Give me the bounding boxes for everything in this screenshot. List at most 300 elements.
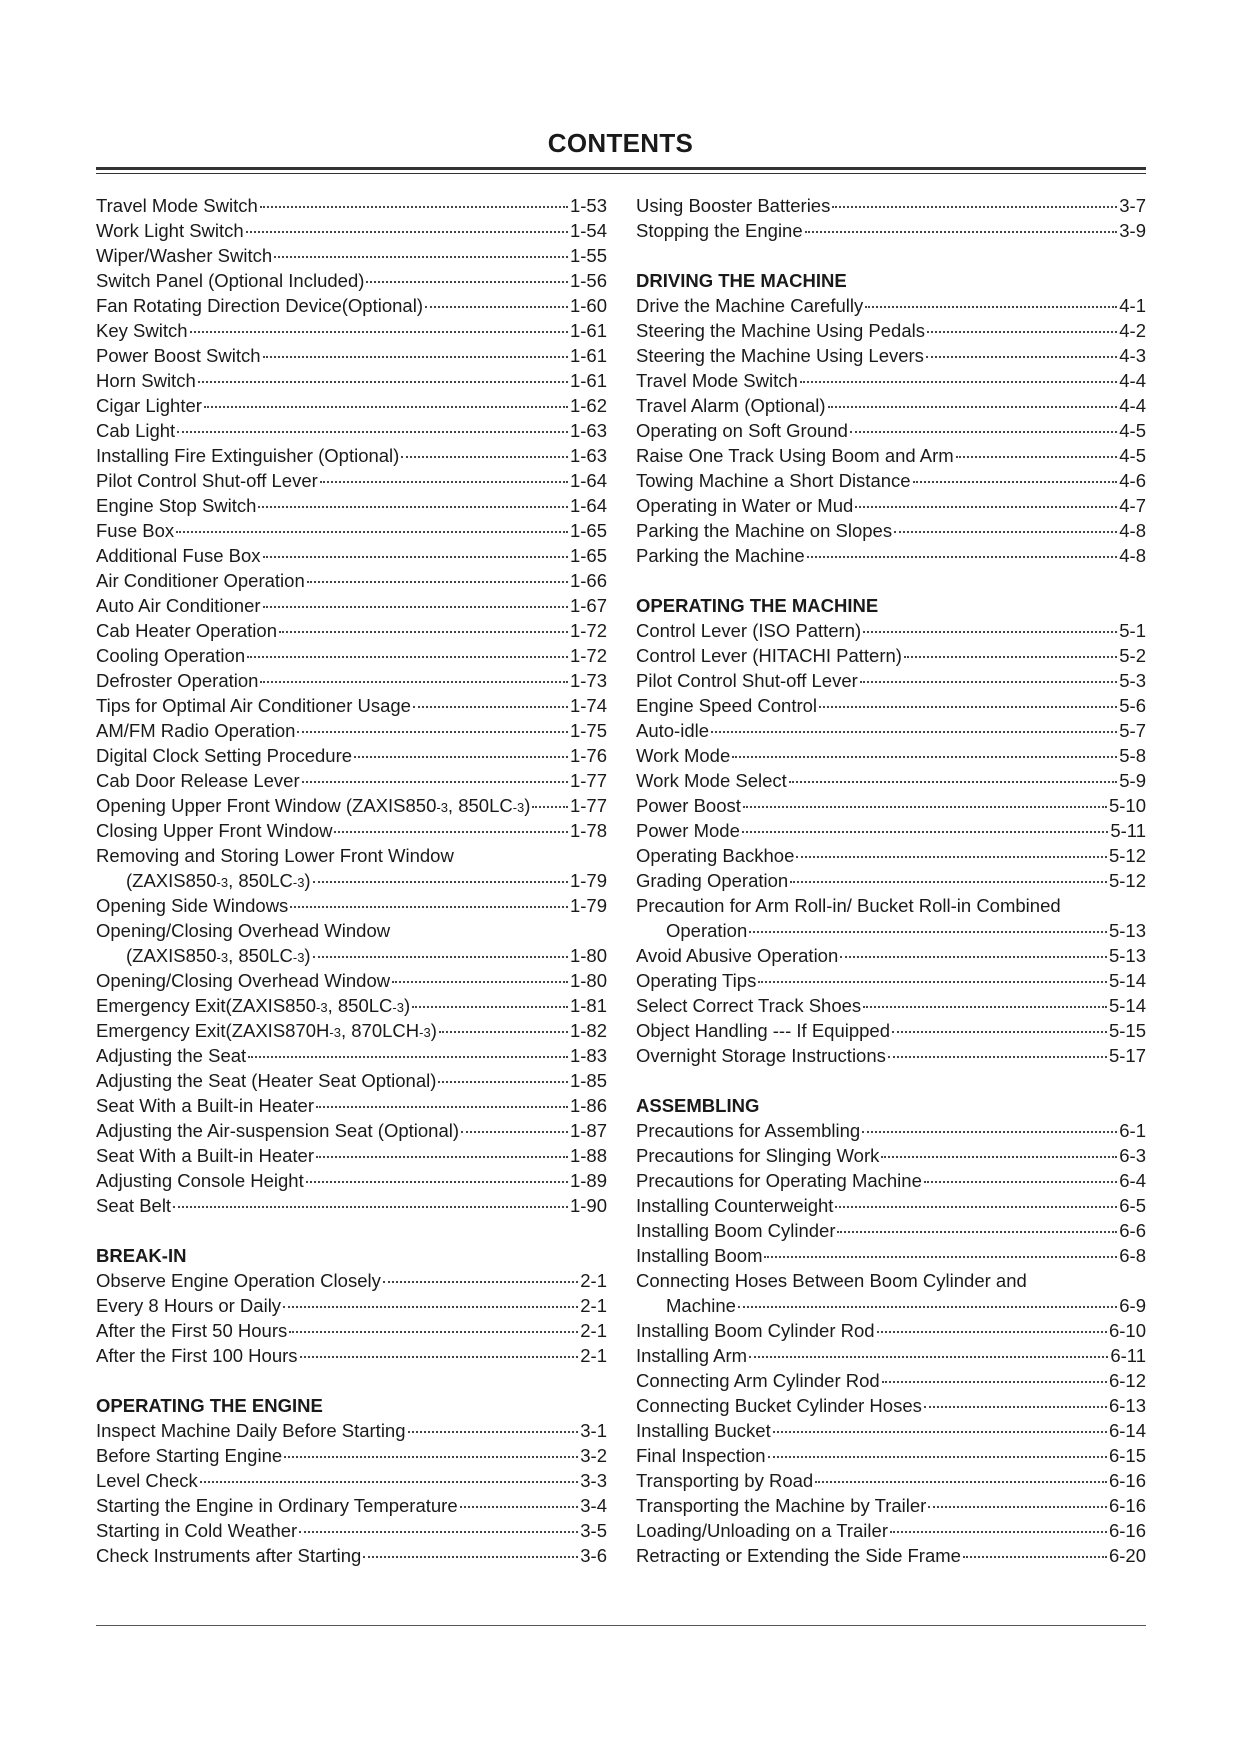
toc-entry[interactable] xyxy=(636,818,1146,843)
dot-leader xyxy=(173,1206,568,1208)
dot-leader xyxy=(956,456,1118,458)
dot-leader xyxy=(412,1006,568,1008)
toc-entry-label: Digital Clock Setting Procedure xyxy=(96,745,353,766)
toc-page-number: 6-9 xyxy=(1119,1295,1146,1316)
toc-entry-label: Precautions for Slinging Work xyxy=(636,1145,880,1166)
toc-page-number: 4-3 xyxy=(1119,345,1146,366)
toc-entry-label: Opening Upper Front Window (ZAXIS850-3, 850LC-3) xyxy=(96,795,531,816)
toc-entry[interactable] xyxy=(96,968,607,993)
toc-entry-label: Installing Arm xyxy=(636,1345,748,1366)
toc-entry[interactable] xyxy=(636,1543,1146,1568)
toc-entry-label: Installing Boom Cylinder xyxy=(636,1220,836,1241)
toc-entry[interactable] xyxy=(636,943,1146,968)
dot-leader xyxy=(863,1006,1107,1008)
toc-entry-label: Operating in Water or Mud xyxy=(636,495,854,516)
toc-entry-label: Starting the Engine in Ordinary Temperature xyxy=(96,1495,458,1516)
toc-entry-label: Travel Alarm (Optional) xyxy=(636,395,826,416)
dot-leader xyxy=(198,381,568,383)
dot-leader xyxy=(263,556,568,558)
toc-page-number: 1-89 xyxy=(569,1170,607,1191)
toc-entry-label: Steering the Machine Using Pedals xyxy=(636,320,925,341)
toc-page-number: 5-7 xyxy=(1119,720,1146,741)
toc-entry-label: Wiper/Washer Switch xyxy=(96,245,273,266)
toc-page-number: 4-8 xyxy=(1119,545,1146,566)
section-heading-operating-the-engine: OPERATING THE ENGINE xyxy=(96,1395,323,1416)
toc-entry[interactable] xyxy=(96,518,607,543)
section-heading-operating-the-machine: OPERATING THE MACHINE xyxy=(636,595,879,616)
toc-entry[interactable] xyxy=(636,968,1146,993)
toc-page-number: 3-2 xyxy=(580,1445,607,1466)
toc-entry[interactable] xyxy=(636,1143,1146,1168)
toc-entry-label: Observe Engine Operation Closely xyxy=(96,1270,381,1291)
dot-leader xyxy=(807,556,1118,558)
dot-leader xyxy=(881,1156,1117,1158)
toc-entry[interactable] xyxy=(96,693,607,718)
toc-page-number: 1-76 xyxy=(569,745,607,766)
dot-leader xyxy=(800,381,1117,383)
toc-page-number: 1-83 xyxy=(569,1045,607,1066)
toc-entry[interactable] xyxy=(636,1418,1146,1443)
toc-entry-label: Opening/Closing Overhead Window xyxy=(96,920,391,941)
toc-entry[interactable] xyxy=(96,368,607,393)
dot-leader xyxy=(926,356,1117,358)
dot-leader xyxy=(438,1081,568,1083)
toc-entry-label: Power Boost Switch xyxy=(96,345,261,366)
toc-entry[interactable] xyxy=(96,793,607,818)
dot-leader xyxy=(924,1406,1107,1408)
toc-entry-label: Connecting Bucket Cylinder Hoses xyxy=(636,1395,922,1416)
toc-page-number: 6-16 xyxy=(1108,1520,1146,1541)
toc-entry[interactable] xyxy=(636,1493,1146,1518)
toc-entry[interactable] xyxy=(636,718,1146,743)
toc-entry-label: Seat With a Built-in Heater xyxy=(96,1095,314,1116)
toc-entry-label: Raise One Track Using Boom and Arm xyxy=(636,445,954,466)
toc-entry[interactable] xyxy=(636,1443,1146,1468)
toc-page-number: 1-72 xyxy=(569,645,607,666)
toc-page-number: 5-12 xyxy=(1108,845,1146,866)
title-rule-thick xyxy=(96,167,1146,170)
toc-entry[interactable] xyxy=(636,1193,1146,1218)
toc-entry[interactable] xyxy=(96,1093,607,1118)
toc-entry[interactable] xyxy=(96,293,607,318)
dot-leader xyxy=(890,1531,1107,1533)
toc-entry[interactable] xyxy=(636,668,1146,693)
toc-page-number: 6-12 xyxy=(1108,1370,1146,1391)
toc-entry-label: Stopping the Engine xyxy=(636,220,803,241)
toc-page-number: 4-7 xyxy=(1119,495,1146,516)
toc-entry[interactable] xyxy=(636,843,1146,868)
dot-leader xyxy=(711,731,1117,733)
toc-entry[interactable] xyxy=(636,518,1146,543)
toc-entry-label: Object Handling --- If Equipped xyxy=(636,1020,890,1041)
toc-entry[interactable] xyxy=(636,1118,1146,1143)
toc-page-number: 1-87 xyxy=(569,1120,607,1141)
toc-page-number: 1-61 xyxy=(569,370,607,391)
dot-leader xyxy=(284,1456,578,1458)
toc-page-number: 2-1 xyxy=(580,1270,607,1291)
toc-page-number: 1-80 xyxy=(569,945,607,966)
toc-entry[interactable] xyxy=(96,1168,607,1193)
toc-entry[interactable] xyxy=(96,1418,607,1443)
dot-leader xyxy=(904,656,1117,658)
toc-page-number: 1-74 xyxy=(569,695,607,716)
toc-page-number: 1-77 xyxy=(569,795,607,816)
toc-page-number: 3-1 xyxy=(580,1420,607,1441)
toc-entry[interactable] xyxy=(96,593,607,618)
dot-leader xyxy=(805,231,1118,233)
toc-entry-label: Adjusting the Air-suspension Seat (Optional) xyxy=(96,1120,460,1141)
dot-leader xyxy=(773,1431,1107,1433)
dot-leader xyxy=(732,756,1117,758)
toc-page-number: 5-9 xyxy=(1119,770,1146,791)
toc-entry[interactable] xyxy=(636,693,1146,718)
toc-page-number: 4-6 xyxy=(1119,470,1146,491)
dot-leader xyxy=(835,1206,1117,1208)
toc-entry-label: Inspect Machine Daily Before Starting xyxy=(96,1420,406,1441)
toc-entry[interactable] xyxy=(96,1518,607,1543)
toc-entry-label: Check Instruments after Starting xyxy=(96,1545,362,1566)
dot-leader xyxy=(300,1356,579,1358)
toc-entry[interactable] xyxy=(96,443,607,468)
toc-entry[interactable] xyxy=(96,418,607,443)
dot-leader xyxy=(863,631,1117,633)
toc-entry[interactable] xyxy=(636,1343,1146,1368)
dot-leader xyxy=(401,456,568,458)
toc-page-number: 5-13 xyxy=(1108,920,1146,941)
toc-entry[interactable] xyxy=(96,818,607,843)
dot-leader xyxy=(768,1456,1107,1458)
toc-entry[interactable] xyxy=(96,218,607,243)
toc-page-number: 2-1 xyxy=(580,1295,607,1316)
toc-entry-label: Precaution for Arm Roll-in/ Bucket Roll-in Combined xyxy=(636,895,1061,916)
toc-page-number: 3-6 xyxy=(580,1545,607,1566)
toc-entry-label: Key Switch xyxy=(96,320,188,341)
toc-page-number: 5-17 xyxy=(1108,1045,1146,1066)
toc-entry-label: Transporting by Road xyxy=(636,1470,814,1491)
dot-leader xyxy=(882,1381,1107,1383)
toc-entry-label: Engine Stop Switch xyxy=(96,495,257,516)
toc-entry-label: AM/FM Radio Operation xyxy=(96,720,296,741)
toc-entry-label: Travel Mode Switch xyxy=(96,195,258,216)
dot-leader xyxy=(815,1481,1107,1483)
toc-entry[interactable] xyxy=(96,668,607,693)
toc-page-number: 4-2 xyxy=(1119,320,1146,341)
dot-leader xyxy=(894,531,1117,533)
toc-entry[interactable] xyxy=(636,368,1146,393)
toc-entry[interactable] xyxy=(96,243,607,268)
toc-entry[interactable] xyxy=(96,618,607,643)
toc-entry[interactable] xyxy=(636,193,1146,218)
toc-page-number: 3-9 xyxy=(1119,220,1146,241)
toc-entry-label: Installing Counterweight xyxy=(636,1195,834,1216)
dot-leader xyxy=(408,1431,579,1433)
toc-entry[interactable] xyxy=(636,618,1146,643)
toc-entry[interactable] xyxy=(636,493,1146,518)
toc-page-number: 1-77 xyxy=(569,770,607,791)
toc-entry[interactable] xyxy=(96,1118,607,1143)
toc-entry[interactable] xyxy=(96,568,607,593)
toc-entry[interactable] xyxy=(636,443,1146,468)
toc-entry-label: Overnight Storage Instructions xyxy=(636,1045,886,1066)
toc-entry[interactable] xyxy=(96,1143,607,1168)
dot-leader xyxy=(928,1506,1107,1508)
toc-entry[interactable] xyxy=(636,318,1146,343)
toc-entry[interactable] xyxy=(636,1043,1146,1068)
dot-leader xyxy=(742,831,1108,833)
toc-entry[interactable] xyxy=(636,1318,1146,1343)
toc-entry[interactable] xyxy=(636,1018,1146,1043)
toc-entry[interactable] xyxy=(96,343,607,368)
dot-leader xyxy=(743,806,1107,808)
title-rule-thin xyxy=(96,173,1146,174)
toc-entry[interactable] xyxy=(636,1243,1146,1268)
toc-entry[interactable] xyxy=(636,1293,1146,1318)
toc-entry-label: Opening/Closing Overhead Window xyxy=(96,970,391,991)
toc-entry[interactable] xyxy=(636,993,1146,1018)
toc-page-number: 1-63 xyxy=(569,445,607,466)
toc-entry[interactable] xyxy=(96,393,607,418)
dot-leader xyxy=(246,231,568,233)
toc-page-number: 5-8 xyxy=(1119,745,1146,766)
toc-entry[interactable] xyxy=(96,193,607,218)
toc-page-number: 1-61 xyxy=(569,320,607,341)
toc-entry-label: Seat With a Built-in Heater xyxy=(96,1145,314,1166)
dot-leader xyxy=(913,481,1118,483)
toc-entry[interactable] xyxy=(636,393,1146,418)
toc-entry-label: Parking the Machine xyxy=(636,545,805,566)
dot-leader xyxy=(892,1031,1107,1033)
toc-entry[interactable] xyxy=(636,1168,1146,1193)
toc-entry-label: Tips for Optimal Air Conditioner Usage xyxy=(96,695,411,716)
toc-entry[interactable] xyxy=(96,1043,607,1068)
toc-page-number: 5-14 xyxy=(1108,995,1146,1016)
dot-leader xyxy=(796,856,1107,858)
dot-leader xyxy=(532,806,568,808)
toc-entry[interactable] xyxy=(96,493,607,518)
dot-leader xyxy=(247,656,568,658)
toc-entry-label: Towing Machine a Short Distance xyxy=(636,470,911,491)
toc-entry-label: Using Booster Batteries xyxy=(636,195,831,216)
toc-entry-label: Every 8 Hours or Daily xyxy=(96,1295,282,1316)
toc-entry[interactable] xyxy=(636,218,1146,243)
toc-entry[interactable] xyxy=(96,718,607,743)
toc-entry[interactable] xyxy=(96,1293,607,1318)
toc-entry[interactable] xyxy=(636,1368,1146,1393)
toc-page-number: 6-20 xyxy=(1108,1545,1146,1566)
toc-entry[interactable] xyxy=(636,343,1146,368)
toc-page-number: 1-85 xyxy=(569,1070,607,1091)
toc-entry[interactable] xyxy=(96,1343,607,1368)
toc-entry-label: Select Correct Track Shoes xyxy=(636,995,862,1016)
dot-leader xyxy=(789,781,1117,783)
toc-entry-label: Cab Light xyxy=(96,420,176,441)
toc-entry-label: Work Light Switch xyxy=(96,220,244,241)
toc-page-number: 6-11 xyxy=(1110,1345,1146,1366)
toc-page-number: 1-53 xyxy=(569,195,607,216)
toc-page-number: 6-13 xyxy=(1108,1395,1146,1416)
dot-leader xyxy=(274,256,568,258)
toc-entry[interactable] xyxy=(96,468,607,493)
dot-leader xyxy=(190,331,568,333)
toc-entry[interactable] xyxy=(636,468,1146,493)
dot-leader xyxy=(320,481,568,483)
toc-entry-label: Installing Fire Extinguisher (Optional) xyxy=(96,445,400,466)
toc-entry[interactable] xyxy=(636,1518,1146,1543)
dot-leader xyxy=(283,1306,578,1308)
toc-entry-label: Emergency Exit(ZAXIS850-3, 850LC-3) xyxy=(96,995,411,1016)
toc-entry-label: Installing Boom xyxy=(636,1245,763,1266)
dot-leader xyxy=(299,1531,578,1533)
toc-entry-label: Parking the Machine on Slopes xyxy=(636,520,893,541)
toc-entry-label: Starting in Cold Weather xyxy=(96,1520,298,1541)
dot-leader xyxy=(749,931,1107,933)
toc-entry-label: Power Boost xyxy=(636,795,741,816)
toc-entry-label: Closing Upper Front Window xyxy=(96,820,333,841)
toc-entry[interactable] xyxy=(96,893,607,918)
toc-page-number: 1-54 xyxy=(569,220,607,241)
toc-entry[interactable] xyxy=(636,768,1146,793)
toc-entry-label: Cigar Lighter xyxy=(96,395,202,416)
dot-leader xyxy=(302,781,568,783)
toc-entry[interactable] xyxy=(96,1193,607,1218)
toc-page-number: 1-56 xyxy=(569,270,607,291)
toc-entry-label: Pilot Control Shut-off Lever xyxy=(96,470,318,491)
toc-entry-label: Operation xyxy=(666,920,748,941)
toc-entry[interactable] xyxy=(96,768,607,793)
toc-page-number: 4-5 xyxy=(1119,420,1146,441)
dot-leader xyxy=(758,981,1107,983)
toc-entry[interactable] xyxy=(636,543,1146,568)
toc-entry[interactable] xyxy=(636,1218,1146,1243)
toc-entry[interactable] xyxy=(96,1068,607,1093)
dot-leader xyxy=(392,981,568,983)
toc-page-number: 1-75 xyxy=(569,720,607,741)
toc-entry-label: Adjusting the Seat (Heater Seat Optional) xyxy=(96,1070,437,1091)
toc-page-number: 6-3 xyxy=(1119,1145,1146,1166)
toc-entry-label: After the First 50 Hours xyxy=(96,1320,288,1341)
toc-entry[interactable] xyxy=(96,1268,607,1293)
toc-entry[interactable] xyxy=(636,418,1146,443)
toc-entry[interactable] xyxy=(96,1493,607,1518)
toc-entry[interactable] xyxy=(96,1443,607,1468)
dot-leader xyxy=(865,306,1117,308)
toc-entry[interactable] xyxy=(636,293,1146,318)
dot-leader xyxy=(790,881,1107,883)
dot-leader xyxy=(363,1556,578,1558)
toc-entry[interactable] xyxy=(96,993,607,1018)
toc-page-number: 1-67 xyxy=(569,595,607,616)
toc-entry[interactable] xyxy=(636,793,1146,818)
toc-page-number: 6-16 xyxy=(1108,1470,1146,1491)
toc-page-number: 1-64 xyxy=(569,470,607,491)
dot-leader xyxy=(289,1331,578,1333)
toc-entry[interactable] xyxy=(96,643,607,668)
dot-leader xyxy=(279,631,568,633)
toc-page-number: 6-8 xyxy=(1119,1245,1146,1266)
toc-page-number: 4-4 xyxy=(1119,370,1146,391)
toc-entry-label: Fuse Box xyxy=(96,520,175,541)
toc-left-column xyxy=(96,193,607,1568)
toc-entry-label: Seat Belt xyxy=(96,1195,172,1216)
toc-entry[interactable] xyxy=(636,1468,1146,1493)
toc-entry[interactable] xyxy=(96,1543,607,1568)
dot-leader xyxy=(460,1506,579,1508)
toc-page-number: 5-2 xyxy=(1119,645,1146,666)
dot-leader xyxy=(749,1356,1108,1358)
toc-entry[interactable] xyxy=(96,318,607,343)
toc-entry-label: Cab Door Release Lever xyxy=(96,770,300,791)
toc-page-number: 2-1 xyxy=(580,1320,607,1341)
toc-entry-label: Final Inspection xyxy=(636,1445,766,1466)
section-heading-assembling: ASSEMBLING xyxy=(636,1095,760,1116)
toc-page-number: 5-3 xyxy=(1119,670,1146,691)
dot-leader xyxy=(888,1056,1107,1058)
dot-leader xyxy=(383,1281,578,1283)
footer-rule xyxy=(96,1625,1146,1626)
toc-page-number: 4-1 xyxy=(1119,295,1146,316)
toc-page-number: 1-78 xyxy=(569,820,607,841)
toc-entry-label: Defroster Operation xyxy=(96,670,259,691)
toc-entry[interactable] xyxy=(96,268,607,293)
dot-leader xyxy=(461,1131,568,1133)
toc-entry-label: Additional Fuse Box xyxy=(96,545,261,566)
toc-entry[interactable] xyxy=(636,643,1146,668)
dot-leader xyxy=(204,406,568,408)
toc-entry-label: Cooling Operation xyxy=(96,645,246,666)
toc-page-number: 4-8 xyxy=(1119,520,1146,541)
toc-page-number: 1-79 xyxy=(569,895,607,916)
toc-entry[interactable] xyxy=(636,918,1146,943)
toc-page-number: 1-65 xyxy=(569,520,607,541)
toc-entry-label: Avoid Abusive Operation xyxy=(636,945,839,966)
toc-entry[interactable] xyxy=(96,1318,607,1343)
dot-leader xyxy=(290,906,568,908)
dot-leader xyxy=(177,431,568,433)
toc-entry[interactable] xyxy=(96,1468,607,1493)
page-title: CONTENTS xyxy=(547,128,694,158)
toc-entry[interactable] xyxy=(96,1018,607,1043)
toc-entry[interactable] xyxy=(96,743,607,768)
toc-entry-label: Travel Mode Switch xyxy=(636,370,798,391)
toc-entry[interactable] xyxy=(636,868,1146,893)
dot-leader xyxy=(260,681,568,683)
toc-entry[interactable] xyxy=(636,1393,1146,1418)
toc-page-number: 1-62 xyxy=(569,395,607,416)
dot-leader xyxy=(819,706,1117,708)
toc-page-number: 1-88 xyxy=(569,1145,607,1166)
toc-entry[interactable] xyxy=(96,543,607,568)
toc-entry-label: Removing and Storing Lower Front Window xyxy=(96,845,454,866)
toc-entry-label: Operating on Soft Ground xyxy=(636,420,848,441)
toc-page-number: 6-5 xyxy=(1119,1195,1146,1216)
toc-page-number: 1-65 xyxy=(569,545,607,566)
toc-entry[interactable] xyxy=(636,743,1146,768)
dot-leader xyxy=(176,531,568,533)
toc-entry[interactable] xyxy=(96,868,607,893)
toc-entry-label: Pilot Control Shut-off Lever xyxy=(636,670,858,691)
section-heading-driving-the-machine: DRIVING THE MACHINE xyxy=(636,270,847,291)
toc-entry-label: Horn Switch xyxy=(96,370,196,391)
toc-entry-label: Loading/Unloading on a Trailer xyxy=(636,1520,888,1541)
toc-entry-label: Cab Heater Operation xyxy=(96,620,277,641)
toc-entry[interactable] xyxy=(96,943,607,968)
dot-leader xyxy=(924,1181,1117,1183)
dot-leader xyxy=(738,1306,1117,1308)
toc-page-number: 6-10 xyxy=(1108,1320,1146,1341)
toc-page-number: 5-14 xyxy=(1108,970,1146,991)
toc-page-number: 3-5 xyxy=(580,1520,607,1541)
dot-leader xyxy=(828,406,1118,408)
